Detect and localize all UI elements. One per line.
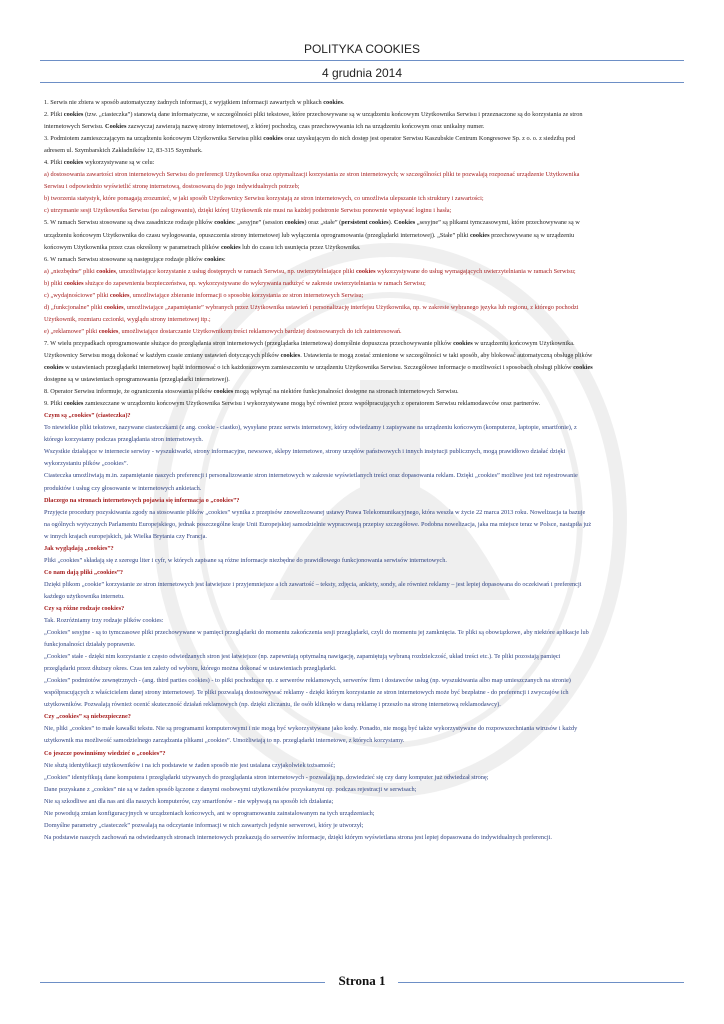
text-line xyxy=(44,362,684,374)
text-segment: użytkownik ma możliwość samodzielnego zarządzania plikami „cookies”. Umożliwiają to np. przeglądarki internetowe, z których korzystamy. xyxy=(44,737,405,745)
text-line xyxy=(44,386,684,398)
text-line xyxy=(44,314,684,326)
text-line xyxy=(44,615,684,627)
text-segment: funkcjonalności działały poprawnie. xyxy=(44,641,136,649)
text-segment: Dane pozyskane z „cookies” nie są w żaden sposób łączone z danymi osobowymi użytkowników pozyskanymi np. podczas rejestracji w serwisach; xyxy=(44,785,417,793)
text-line xyxy=(44,651,684,663)
text-line xyxy=(44,760,684,772)
text-segment: Czym są „cookies” (ciasteczka)? xyxy=(44,412,131,420)
text-segment: Serwisu i odpowiednio wyświetlić stronę internetową, dostosowaną do jego indywidualnych potrzeb; xyxy=(44,183,300,191)
text-line xyxy=(44,205,684,217)
text-line xyxy=(44,808,684,820)
text-segment: (tzw. „ciasteczka”) stanowią dane informatyczne, w szczególności pliki tekstowe, które przechowywane są w urządzeniu końcowym Użytkownika Serwisu i przeznaczone są do korzystania ze stron xyxy=(83,111,583,119)
text-segment: Ciasteczka umożliwiają m.in. zapamiętanie naszych preferencji i personalizowanie stron internetowych w zakresie wyświetlanych treści oraz dopasowania reklam. Dzięki „cookies” możliwe jest też rejestrowanie xyxy=(44,472,578,480)
text-segment: zazwyczaj zawierają nazwę strony internetowej, z której pochodzą, czas przechowywania ich na urządzeniu końcowym oraz unikalny numer. xyxy=(126,123,485,131)
text-segment: , umożliwiające korzystanie z usług dostępnych w ramach Serwisu, np. uwierzytelniające pliki xyxy=(115,267,356,275)
text-segment: e) „reklamowe” pliki xyxy=(44,327,99,335)
text-line xyxy=(44,133,684,145)
emphasized-term: Cookies xyxy=(105,123,127,131)
text-segment: Na podstawie naszych zachowań na odwiedzanych stronach internetowych przekazują do serwerów informacje, dzięki którym wyświetlana strona jest lepiej dopasowana do indywidualnych preferencji. xyxy=(44,833,552,841)
text-segment: , umożliwiające dostarczanie Użytkownikom treści reklamowych bardziej dostosowanych do ich zainteresowań. xyxy=(118,327,402,335)
emphasized-term: cookies xyxy=(63,400,84,408)
text-line xyxy=(44,157,684,169)
text-segment: b) tworzenia statystyk, które pomagają zrozumieć, w jaki sposób Użytkownicy Serwisu korzystają ze stron internetowych, co umożliwia ulepszanie ich struktury i zawartości; xyxy=(44,195,484,203)
text-segment: c) utrzymanie sesji Użytkownika Serwisu (po zalogowaniu), dzięki której Użytkownik nie musi na każdej podstronie Serwisu ponownie wpisywać loginu i hasła; xyxy=(44,207,452,215)
section-heading xyxy=(44,410,684,422)
text-line xyxy=(44,531,684,543)
text-segment: d) „funkcjonalne” pliki xyxy=(44,303,104,311)
text-line xyxy=(44,398,684,410)
emphasized-term: cookies xyxy=(204,255,224,263)
text-line xyxy=(44,591,684,603)
emphasized-term: cookies xyxy=(63,111,84,119)
text-segment: „Cookies” identyfikują dane komputera i przeglądarki używanych do przeglądania stron internetowych - pozwalają np. dowiedzieć się czy dany komputer już odwiedzał stronę; xyxy=(44,773,489,781)
text-segment: na ogólnych wytycznych Parlamentu Europejskiego, jednak poszczególne kraje Unii Europejskiej samodzielnie wypracowują przepisy szczegółowe. Podobna nowelizacja, jaka ma miejsce teraz w Polsce, nastąpiła już xyxy=(44,520,592,528)
text-segment: Użytkownik, rozmiaru czcionki, wyglądu strony internetowej itp.; xyxy=(44,315,211,323)
text-line xyxy=(44,507,684,519)
text-line xyxy=(44,446,684,458)
text-segment: Dlaczego na stronach internetowych pojawia się informacja o „cookies”? xyxy=(44,496,240,504)
text-line xyxy=(44,266,684,278)
text-line xyxy=(44,290,684,302)
text-line xyxy=(44,193,684,205)
text-line xyxy=(44,723,684,735)
text-segment: : „sesyjne” (session xyxy=(233,219,285,227)
text-segment: Nie powodują zmian konfiguracyjnych w urządzeniach końcowych, ani w oprogramowaniu zainstalowanym na tych urządzeniach; xyxy=(44,809,375,817)
text-segment: dostępne są w ustawieniach oprogramowania (przeglądarki internetowej). xyxy=(44,376,230,384)
section-heading xyxy=(44,748,684,760)
text-segment: produktów i usług czy głosowanie w internetowych ankietach. xyxy=(44,484,202,492)
text-segment: adresem ul. Szymbarskich Zakładników 12, 83-315 Szymbark. xyxy=(44,147,203,155)
text-line xyxy=(44,422,684,434)
text-segment: zamieszczane w urządzeniu końcowym Użytkownika Serwisu i wykorzystywane mogą być również przez współpracujących z operatorem Serwisu reklamodawców oraz partnerów. xyxy=(83,400,541,408)
text-segment: Przyjęcie procedury pozyskiwania zgody na stosowanie plików „cookies” wynika z przepisów znowelizowanej ustawy Prawa Telekomunikacyjnego, która weszła w życie 22 marca 2013 roku. Nowelizacja ta bazuje xyxy=(44,508,586,516)
text-segment: Użytkownicy Serwisu mogą dokonać w każdym czasie zmiany ustawień dotyczących plików xyxy=(44,351,281,359)
text-segment: którego korzystamy podczas przeglądania stron internetowych. xyxy=(44,436,204,444)
text-segment: Nie, pliki „cookies” to małe kawałki tekstu. Nie są programami komputerowymi i nie mogą być wykorzystywane jako kody. Ponadto, nie mogą być także wykorzystywane do rozpowszechniania wirusów i każdy xyxy=(44,725,578,733)
text-line xyxy=(44,519,684,531)
text-segment: „Cookies” sesyjne - są to tymczasowe pliki przechowywane w pamięci przeglądarki do momentu zakończenia sesji przeglądarki, czyli do momentu jej zamknięcia. Te pliki są obowiązkowe, aby niektóre aplikacje lub xyxy=(44,629,589,637)
text-segment: Jak wyglądają „cookies”? xyxy=(44,544,114,552)
emphasized-term: cookies xyxy=(44,364,64,372)
emphasized-term: cookies xyxy=(355,267,376,275)
emphasized-term: cookies xyxy=(63,159,84,167)
emphasized-term: cookies xyxy=(214,219,234,227)
text-segment: Dzięki plikom „cookie” korzystanie ze stron internetowych jest łatwiejsze i przyjemniejsze a ich zawartość – teksty, zdjęcia, ankiety, sondy, ale również reklamy – jest lepiej dopasowana do oczekiwań i preferencji xyxy=(44,580,582,588)
text-segment: , umożliwiające „zapamiętanie” wybranych przez Użytkownika ustawień i personalizację interfejsu Użytkownika, np. w zakresie wybranego języka lub regionu, z którego pochodzi xyxy=(123,303,579,311)
text-segment: końcowym Użytkownika przez czas określony w parametrach plików xyxy=(44,243,221,251)
text-line xyxy=(44,796,684,808)
text-segment: Nie służą identyfikacji użytkowników i na ich podstawie w żaden sposób nie jest ustalana czyjakolwiek tożsamość; xyxy=(44,761,336,769)
text-line xyxy=(44,254,684,266)
text-segment: ) oraz „stałe” ( xyxy=(304,219,342,227)
text-segment: Domyślne parametry „ciasteczek” pozwalają na odczytanie informacji w nich zawartych jedynie serwerowi, który je utworzył; xyxy=(44,821,364,829)
text-segment: „sesyjne” są plikami tymczasowymi, które przechowywane są w xyxy=(415,219,580,227)
emphasized-term: cookies xyxy=(213,388,234,396)
text-line xyxy=(44,350,684,362)
emphasized-term: cookies xyxy=(453,339,473,347)
text-segment: przeglądarki przez dłuższy okres. Czas ten zależy od wyboru, którego można dokonać w ustawieniach przeglądarki. xyxy=(44,665,337,673)
emphasized-term: cookies xyxy=(573,364,593,372)
emphasized-term: cookies xyxy=(63,279,84,287)
text-segment: wykorzystaniu plików „cookies”. xyxy=(44,460,129,468)
text-segment: . Ustawienia te mogą zostać zmienione w szczególności w taki sposób, aby blokować automatyczną obsługę plików xyxy=(300,351,593,359)
text-segment: „Cookies” stałe - dzięki nim korzystanie z często odwiedzanych stron jest łatwiejsze (np. zapewniają optymalną nawigację, zapamiętują wybraną rozdzielczość, układ treści etc.). Te pliki pozostają pamięci xyxy=(44,653,561,661)
page-title: POLITYKA COOKIES xyxy=(303,42,421,56)
text-segment: To niewielkie pliki tekstowe, nazywane ciasteczkami (z ang. cookie - ciastko), wysyłane przez serwis internetowy, który odwiedzamy i zapisywane na urządzeniu końcowym (komputerze, laptopie, smartfonie), z xyxy=(44,424,577,432)
emphasized-term: cookies xyxy=(323,99,343,106)
text-line xyxy=(44,326,684,338)
text-segment: 5. W ramach Serwisu stosowane są dwa zasadnicze rodzaje plików xyxy=(44,219,215,227)
text-segment: mogą wpłynąć na niektóre funkcjonalności dostępne na stronach internetowych Serwisu. xyxy=(233,388,459,396)
text-segment: użytkowników. Pozwalają również ocenić skuteczność działań reklamowych (np. dzięki zliczaniu, ile osób kliknęło w daną reklamę i przeszło na stronę internetową reklamodawcy). xyxy=(44,701,501,709)
text-line xyxy=(44,302,684,314)
text-segment: w ustawieniach przeglądarki internetowej bądź informować o ich każdorazowym zamieszczeniu w urządzeniu Użytkownika Serwisu. Szczegółowe informacje o możliwości i sposobach obsługi plików xyxy=(63,364,574,372)
text-segment: 7. W wielu przypadkach oprogramowanie służące do przeglądania stron internetowych (przeglądarka internetowa) domyślnie dopuszcza przechowywanie plików xyxy=(44,339,454,347)
text-segment: b) pliki xyxy=(44,279,64,287)
text-segment: przechowywane są w urządzeniu xyxy=(489,231,575,239)
text-segment: Pliki „cookies” składają się z szeregu liter i cyfr, w których zapisane są różne informacje niezbędne do prawidłowego funkcjonowania serwisów internetowych. xyxy=(44,556,447,564)
text-segment: Czy „cookies” są niebezpieczne? xyxy=(44,713,131,721)
text-line xyxy=(44,483,684,495)
emphasized-term: Cookies xyxy=(393,219,416,227)
emphasized-term: cookies xyxy=(96,267,116,275)
text-segment: 8. Operator Serwisu informuje, że ograniczenia stosowania plików xyxy=(44,388,214,396)
policy-body xyxy=(44,97,684,844)
text-line xyxy=(44,639,684,651)
text-segment: Co jeszcze powinniśmy wiedzieć o „cookies”? xyxy=(44,749,166,757)
text-segment: wykorzystywane są w celu: xyxy=(83,159,155,167)
text-line xyxy=(44,145,684,157)
text-line xyxy=(44,579,684,591)
text-line xyxy=(44,169,684,181)
text-segment: 2. Pliki xyxy=(44,111,64,119)
text-segment: . xyxy=(342,99,345,106)
text-segment: każdego użytkownika internetu. xyxy=(44,592,125,600)
section-heading xyxy=(44,567,684,579)
date-divider xyxy=(40,82,684,83)
text-line xyxy=(44,820,684,832)
text-line xyxy=(44,458,684,470)
text-line xyxy=(44,278,684,290)
section-heading xyxy=(44,603,684,615)
emphasized-term: cookies xyxy=(109,291,130,299)
text-line xyxy=(44,627,684,639)
text-segment: ). xyxy=(388,219,394,227)
text-line xyxy=(44,181,684,193)
text-line xyxy=(44,663,684,675)
text-segment: Czy są różne rodzaje cookies? xyxy=(44,604,125,612)
text-segment: 3. Podmiotem zamieszczającym na urządzeniu końcowym Użytkownika Serwisu pliki xyxy=(44,135,264,143)
text-segment: w urządzeniu końcowym Użytkownika. xyxy=(472,339,575,347)
text-segment: oraz uzyskującym do nich dostęp jest operator Serwisu Kaszubskie Centrum Kongresowe Sp. z o. o. z siedzibą pod xyxy=(282,135,576,143)
text-line xyxy=(44,434,684,446)
text-segment: , umożliwiające zbieranie informacji o sposobie korzystania ze stron internetowych Serwisu; xyxy=(129,291,364,299)
text-segment: w innych krajach europejskich, jak Wielka Brytania czy Francja. xyxy=(44,532,207,540)
emphasized-term: cookies xyxy=(469,231,490,239)
text-segment: lub do czasu ich usunięcia przez Użytkownika. xyxy=(240,243,361,251)
text-segment: 4. Pliki xyxy=(44,159,64,167)
text-line xyxy=(44,338,684,350)
page-number: Strona 1 xyxy=(338,973,386,988)
text-segment: internetowych Serwisu. xyxy=(44,123,106,131)
text-segment: 9. Pliki xyxy=(44,400,64,408)
text-line xyxy=(44,555,684,567)
text-segment: Nie są szkodliwe ani dla nas ani dla naszych komputerów, czy smartfonów - nie wpływają na sposób ich działania; xyxy=(44,797,334,805)
text-line xyxy=(44,675,684,687)
text-segment: c) „wydajnościowe” pliki xyxy=(44,291,110,299)
text-line xyxy=(44,121,684,133)
text-segment: a) dostosowania zawartości stron internetowych Serwisu do preferencji Użytkownika oraz optymalizacji korzystania ze stron internetowych; w szczególności pliki te pozwalają rozpoznać urządzenie Użytkownika xyxy=(44,171,580,179)
section-heading xyxy=(44,543,684,555)
text-segment: 1. Serwis nie zbiera w sposób automatyczny żadnych informacji, z wyjątkiem informacji zawartych w plikach xyxy=(44,99,324,106)
text-line xyxy=(44,470,684,482)
text-line xyxy=(44,784,684,796)
emphasized-term: cookies xyxy=(103,303,124,311)
text-segment: urządzeniu końcowym Użytkownika do czasu wylogowania, opuszczenia strony internetowej lub wyłączenia oprogramowania (przeglądarki internetowej). „Stałe” pliki xyxy=(44,231,470,239)
text-segment: służące do zapewnienia bezpieczeństwa, np. wykorzystywane do wykrywania nadużyć w zakresie uwierzytelniania w ramach Serwisu; xyxy=(83,279,426,287)
text-line xyxy=(44,699,684,711)
text-line xyxy=(44,217,684,229)
text-line xyxy=(44,230,684,242)
emphasized-term: cookies xyxy=(263,135,283,143)
emphasized-term: cookies xyxy=(284,219,305,227)
emphasized-term: cookies xyxy=(220,243,241,251)
text-line xyxy=(44,832,684,844)
text-segment: Co nam dają pliki „cookies”? xyxy=(44,568,124,576)
text-segment: wykorzystywane do usług wymagających uwierzytelniania w ramach Serwisu; xyxy=(375,267,576,275)
text-segment: współpracujących z właścicielem danej strony internetowej. Te pliki pozwalają dostosowywać reklamy - dzięki którym korzystanie ze stron internetowych może być bezpłatne - do preferencji i zwyczajów ich xyxy=(44,689,569,697)
text-segment: 6. W ramach Serwisu stosowane są następujące rodzaje plików xyxy=(44,255,205,263)
text-segment: a) „niezbędne” pliki xyxy=(44,267,97,275)
emphasized-term: cookies xyxy=(280,351,301,359)
text-segment: Wszystkie działające w internecie serwisy - wyszukiwarki, strony informacyjne, newsowe, sklepy internetowe, strony urzędów państwowych i innych instytucji publicznych, mogą prawidłowo działać dzięki xyxy=(44,448,566,456)
text-line xyxy=(44,97,684,109)
emphasized-term: persistent cookies xyxy=(341,219,389,227)
text-line xyxy=(44,109,684,121)
text-segment: Tak. Rozróżniamy trzy rodzaje plików cookies: xyxy=(44,617,164,625)
text-line xyxy=(44,772,684,784)
text-segment: „Cookies” podmiotów zewnętrznych - (ang. third parties cookies) - to pliki pochodzące np. z serwerów reklamowych, serwerów firm i dostawców usług (np. wyszukiwania albo map umieszczanych na stronie) xyxy=(44,677,571,685)
text-segment: : xyxy=(223,255,226,263)
section-heading xyxy=(44,495,684,507)
emphasized-term: cookies xyxy=(98,327,119,335)
text-line xyxy=(44,687,684,699)
document-date: 4 grudnia 2014 xyxy=(321,66,403,80)
title-divider xyxy=(40,60,684,61)
section-heading xyxy=(44,711,684,723)
text-line xyxy=(44,735,684,747)
text-line xyxy=(44,374,684,386)
text-line xyxy=(44,242,684,254)
